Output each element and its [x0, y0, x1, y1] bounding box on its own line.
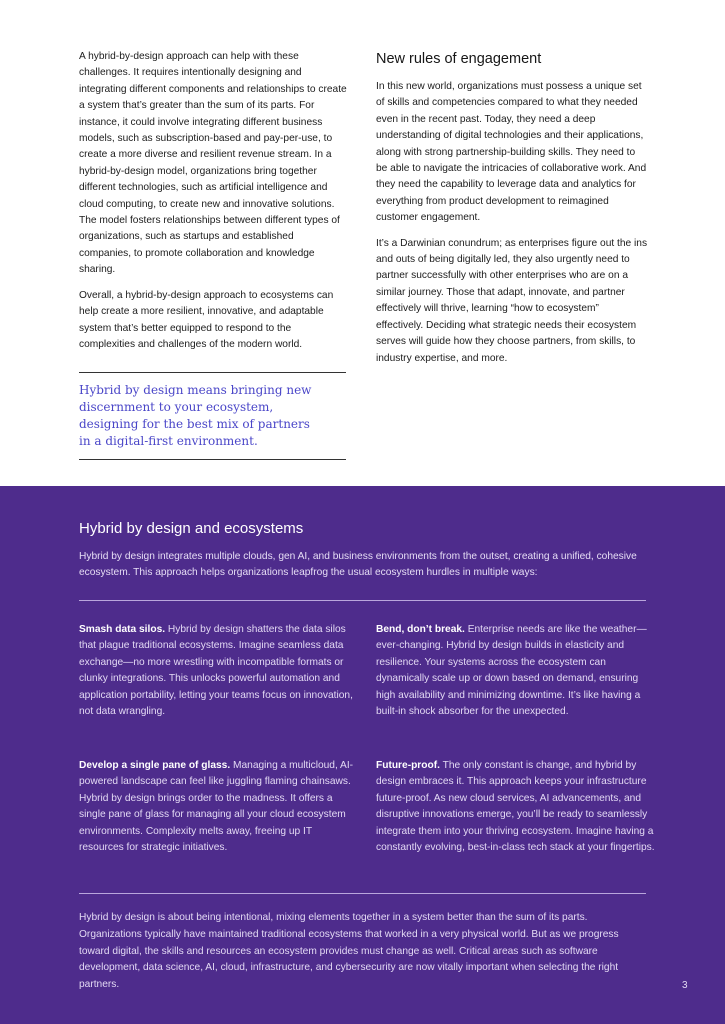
- feature-single-pane-of-glass: [79, 758, 359, 856]
- left-paragraph-2: Overall, a hybrid-by-design approach to ecosystems can help create a more resilient, innovative, and adaptable system that’s better equipped to respond to the complexities and challenges of the modern world.: [79, 289, 334, 350]
- pullquote-block: [79, 372, 346, 460]
- left-paragraph-1: A hybrid-by-design approach can help with these challenges. It requires intentionally designing and integrating different components and relationships to create a system that’s greater than the sum of its parts. For instance, it could involve integrating different business models, such as subscription-based and pay-per-use, to create a more diverse and resilient revenue stream. In a hybrid-by-design model, organizations bring together different technologies, such as artificial intelligence and cloud computing, to create new and innovative solutions. The model fosters relationships between different types of organizations, such as startups and established companies, to promote collaboration and knowledge sharing.: [79, 51, 347, 276]
- feature-text: The only constant is change, and hybrid by design embraces it. This approach keeps your infrastructure future-proof. As new cloud services, AI advancements, and disruptive innovations emerge, you’ll be ready to seamlessly integrate them into your thriving ecosystem. Imagine having a constantly evolving, best-in-class tech stack at your fingertips.: [376, 760, 655, 854]
- pullquote-bottom-rule: [79, 459, 346, 460]
- feature-title: Future-proof.: [376, 760, 440, 771]
- purple-section: [0, 486, 725, 1024]
- divider-top: [79, 600, 646, 601]
- top-section: [0, 0, 725, 486]
- feature-text: Enterprise needs are like the weather—ever-changing. Hybrid by design builds in elasticity and resilience. Your systems across the ecosystem can dynamically scale up or down based on demand, ensuring high availability and minimizing downtime. It’s like having a built-in shock absorber for the unexpected.: [376, 624, 647, 718]
- feature-smash-data-silos: [79, 622, 357, 720]
- left-column: [79, 49, 347, 353]
- right-paragraph-1: In this new world, organizations must possess a unique set of skills and competencies compared to what they needed even in the recent past. Today, they need a deep understanding of digital technologies and their applications, along with strong partnership-building skills. They need to be able to navigate the intricacies of collaborative work. And they need the capability to leverage data and analytics for everything from product development to reimagined customer engagement.: [376, 81, 647, 224]
- purple-section-intro: Hybrid by design integrates multiple clouds, gen AI, and business environments from the outset, creating a unified, cohesive ecosystem. This approach helps organizations leapfrog the usual ecosystem hurdles in multiple ways:: [79, 551, 637, 579]
- feature-title: Bend, don’t break.: [376, 624, 465, 635]
- section-heading: New rules of engagement: [376, 51, 542, 67]
- right-column: [376, 49, 648, 367]
- right-paragraph-2: It’s a Darwinian conundrum; as enterprises figure out the ins and outs of being digitally led, they also urgently need to partner successfully with other enterprises who are on a similar journey. Those that adapt, innovate, and partner effectively will thrive, learning “how to ecosystem” effectively. Deciding what strategic needs their ecosystem serves will guide how they choose partners, from skills, to industry expertise, and more.: [376, 237, 648, 364]
- purple-section-title: Hybrid by design and ecosystems: [79, 520, 304, 537]
- feature-future-proof: [376, 758, 656, 856]
- feature-text: Managing a multicloud, AI-powered landscape can feel like juggling flaming chainsaws. Hybrid by design brings order to the madness. It offers a single pane of glass for managing all your cloud ecosystem environments. Complexity melts away, freeing up IT resources for strategic initiatives.: [79, 760, 354, 854]
- feature-title: Smash data silos.: [79, 624, 166, 635]
- feature-text: Hybrid by design shatters the data silos that plague traditional ecosystems. Imagine seamless data exchange—no more wrestling with incompatible formats or clunky integrations. This unlocks powerful automation and application portability, letting your teams focus on innovation, not data wrangling.: [79, 624, 353, 718]
- purple-section-outro: Hybrid by design is about being intentional, mixing elements together in a system better than the sum of its parts. Organizations typically have maintained traditional ecosystems that worked in a very physical world. But as we progress toward digital, the skills and resources an ecosystem provides must change as well. Critical areas such as software development, data science, AI, cloud, infrastructure, and cybersecurity are now vitally important when selecting the right partners.: [79, 912, 619, 991]
- pullquote: Hybrid by design means bringing new discernment to your ecosystem, designing for the best mix of partners in a digital-first environment.: [79, 383, 312, 448]
- page-number: 3: [682, 980, 688, 991]
- feature-title: Develop a single pane of glass.: [79, 760, 231, 771]
- feature-bend-dont-break: [376, 622, 648, 720]
- divider-bottom: [79, 893, 646, 894]
